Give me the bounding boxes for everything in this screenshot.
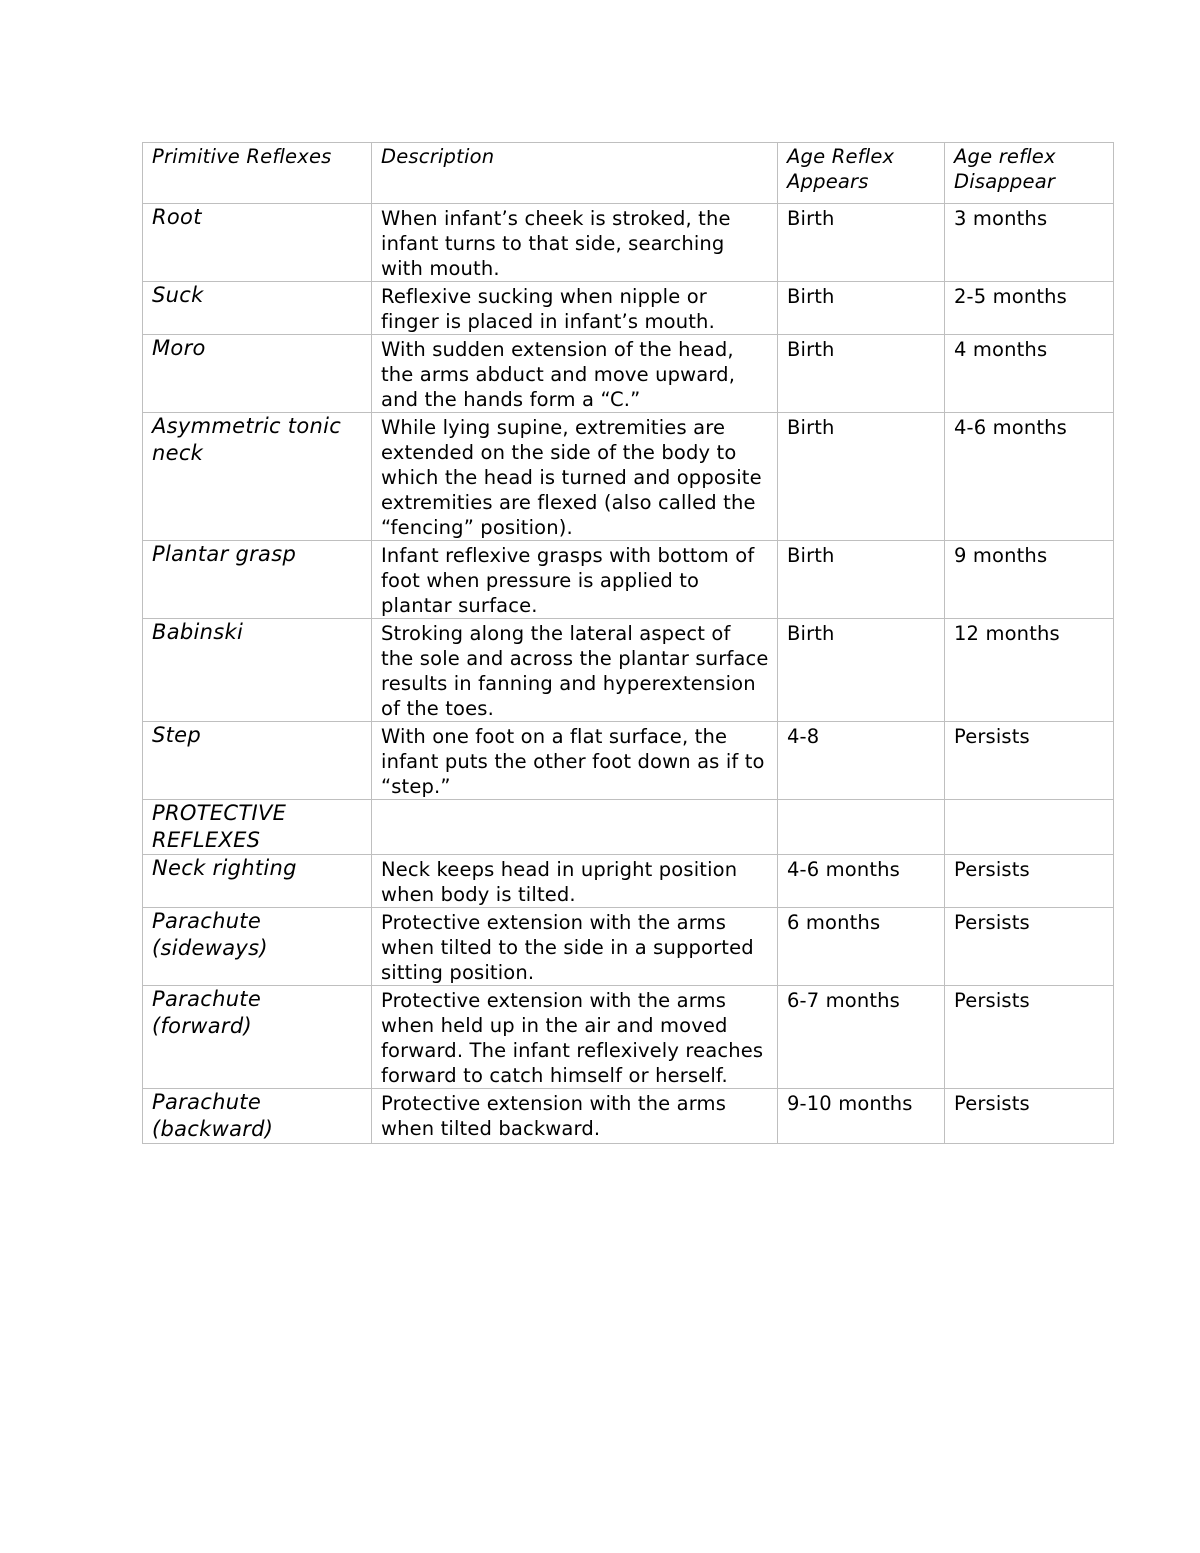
reflex-description: Neck keeps head in upright position when body is tilted. (372, 855, 778, 908)
reflex-name: Neck righting (143, 855, 372, 908)
reflex-name: Suck (143, 282, 372, 335)
age-appears: Birth (778, 619, 945, 722)
age-disappears: Persists (945, 986, 1114, 1089)
section-heading: PROTECTIVE REFLEXES (143, 800, 372, 855)
header-age-disappears: Age reflex Disappear (945, 143, 1114, 204)
reflex-description: Protective extension with the arms when tilted backward. (372, 1089, 778, 1144)
age-appears: 9-10 months (778, 1089, 945, 1144)
age-appears: 6 months (778, 908, 945, 986)
age-appears: Birth (778, 204, 945, 282)
reflex-name: Parachute (forward) (143, 986, 372, 1089)
reflex-name: Parachute (backward) (143, 1089, 372, 1144)
table-section-row (143, 800, 1114, 855)
reflex-name: Moro (143, 335, 372, 413)
table-row (143, 282, 1114, 335)
reflex-description: Infant reflexive grasps with bottom of foot when pressure is applied to plantar surface. (372, 541, 778, 619)
reflex-name: Root (143, 204, 372, 282)
reflex-name: Asymmetric tonic neck (143, 413, 372, 541)
reflex-name: Parachute (sideways) (143, 908, 372, 986)
table-row (143, 1089, 1114, 1144)
table-header-row (143, 143, 1114, 204)
reflex-description: Protective extension with the arms when tilted to the side in a supported sitting position. (372, 908, 778, 986)
age-appears: Birth (778, 413, 945, 541)
age-appears: 6-7 months (778, 986, 945, 1089)
reflex-description: With sudden extension of the head, the arms abduct and move upward, and the hands form a “C.” (372, 335, 778, 413)
age-disappears: Persists (945, 1089, 1114, 1144)
table-row (143, 335, 1114, 413)
age-disappears: 9 months (945, 541, 1114, 619)
age-disappears: 4-6 months (945, 413, 1114, 541)
reflex-description: While lying supine, extremities are extended on the side of the body to which the head is turned and opposite extremities are flexed (also called the “fencing” position). (372, 413, 778, 541)
header-description: Description (372, 143, 778, 204)
table-row (143, 722, 1114, 800)
table-row (143, 986, 1114, 1089)
age-disappears: 3 months (945, 204, 1114, 282)
table-row (143, 855, 1114, 908)
reflex-name: Babinski (143, 619, 372, 722)
age-appears: 4-8 (778, 722, 945, 800)
reflex-description: Stroking along the lateral aspect of the sole and across the plantar surface results in fanning and hyperextension of the toes. (372, 619, 778, 722)
age-appears: Birth (778, 335, 945, 413)
age-disappears: 2-5 months (945, 282, 1114, 335)
reflex-name: Step (143, 722, 372, 800)
age-disappears: 12 months (945, 619, 1114, 722)
reflex-description (372, 800, 778, 855)
header-age-appears: Age Reflex Appears (778, 143, 945, 204)
reflex-table (142, 142, 1114, 1144)
age-disappears: 4 months (945, 335, 1114, 413)
age-appears: Birth (778, 282, 945, 335)
table-row (143, 619, 1114, 722)
reflex-description: When infant’s cheek is stroked, the infant turns to that side, searching with mouth. (372, 204, 778, 282)
age-disappears (945, 800, 1114, 855)
age-appears: 4-6 months (778, 855, 945, 908)
age-disappears: Persists (945, 855, 1114, 908)
table-row (143, 908, 1114, 986)
reflex-description: With one foot on a flat surface, the infant puts the other foot down as if to “step.” (372, 722, 778, 800)
age-disappears: Persists (945, 722, 1114, 800)
reflex-description: Protective extension with the arms when held up in the air and moved forward. The infant reflexively reaches forward to catch himself or herself. (372, 986, 778, 1089)
age-disappears: Persists (945, 908, 1114, 986)
age-appears (778, 800, 945, 855)
table-row (143, 413, 1114, 541)
table-row (143, 204, 1114, 282)
reflex-description: Reflexive sucking when nipple or finger is placed in infant’s mouth. (372, 282, 778, 335)
header-reflex: Primitive Reflexes (143, 143, 372, 204)
age-appears: Birth (778, 541, 945, 619)
reflex-name: Plantar grasp (143, 541, 372, 619)
table-row (143, 541, 1114, 619)
